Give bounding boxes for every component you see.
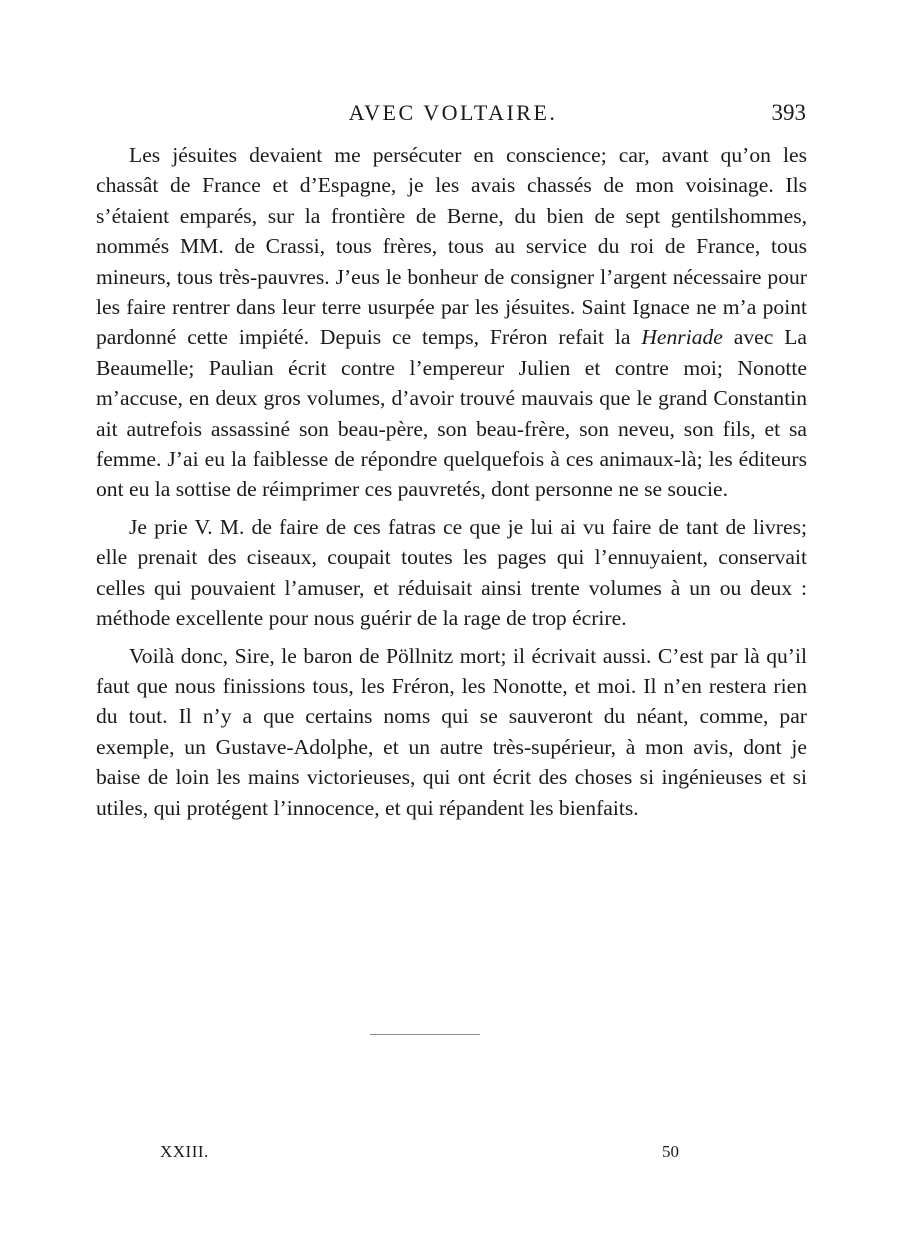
- paragraph-1: [96, 140, 807, 505]
- paragraph-1-part-1: Les jésuites devaient me persécuter en conscience; car, avant qu’on les chassât de France et d’Espagne, je les avais chassés de mon voisinage. Ils s’étaient emparés, sur la frontière de Berne, du bien de sept gentilshommes, nommés MM. de Crassi, tous frères, tous au service du roi de France, tous mineurs, tous très-pauvres. J’eus le bonheur de consigner l’argent nécessaire pour les faire rentrer dans leur terre usurpée par les jésuites. Saint Ignace ne m’a point pardonné cette impiété. Depuis ce temps, Fréron refait la: [96, 143, 807, 350]
- paragraph-2: Je prie V. M. de faire de ces fatras ce que je lui ai vu faire de tant de livres; elle prenait des ciseaux, coupait toutes les pages qui l’ennuyaient, conservait celles qui pouvaient l’amuser, et réduisait ainsi trente volumes à un ou deux : méthode excellente pour nous guérir de la rage de trop écrire.: [96, 514, 807, 631]
- page-number: 393: [771, 100, 806, 125]
- paragraph-3: Voilà donc, Sire, le baron de Pöllnitz mort; il écrivait aussi. C’est par là qu’il faut que nous finissions tous, les Fréron, les Nonotte, et moi. Il n’en restera rien du tout. Il n’y a que certains noms qui se sauveront du néant, comme, par exemple, un Gustave-Adolphe, et un autre très-supérieur, à mon avis, dont je baise de loin les mains victorieuses, qui ont écrit des choses si ingénieuses et si utiles, qui protégent l’innocence, et qui répandent les bienfaits.: [96, 643, 807, 820]
- paragraph-1-part-2: avec La Beaumelle; Paulian écrit contre l’empereur Julien et contre moi; Nonotte m’accuse, en deux gros volumes, d’avoir trouvé mauvais que le grand Constantin ait autrefois assassiné son beau-père, son beau-frère, son neveu, son fils, et sa femme. J’ai eu la faiblesse de répondre quelquefois à ces animaux-là; les éditeurs ont eu la sottise de réimprimer ces pauvretés, dont personne ne se soucie.: [96, 325, 808, 502]
- running-title: AVEC VOLTAIRE.: [348, 100, 558, 125]
- end-rule: [370, 1034, 480, 1035]
- sheet-number: 50: [662, 1142, 679, 1161]
- running-head: [100, 100, 806, 132]
- italic-title-henriade: Henriade: [641, 325, 723, 350]
- body-text: [96, 140, 807, 830]
- signature-mark: XXIII.: [160, 1142, 209, 1161]
